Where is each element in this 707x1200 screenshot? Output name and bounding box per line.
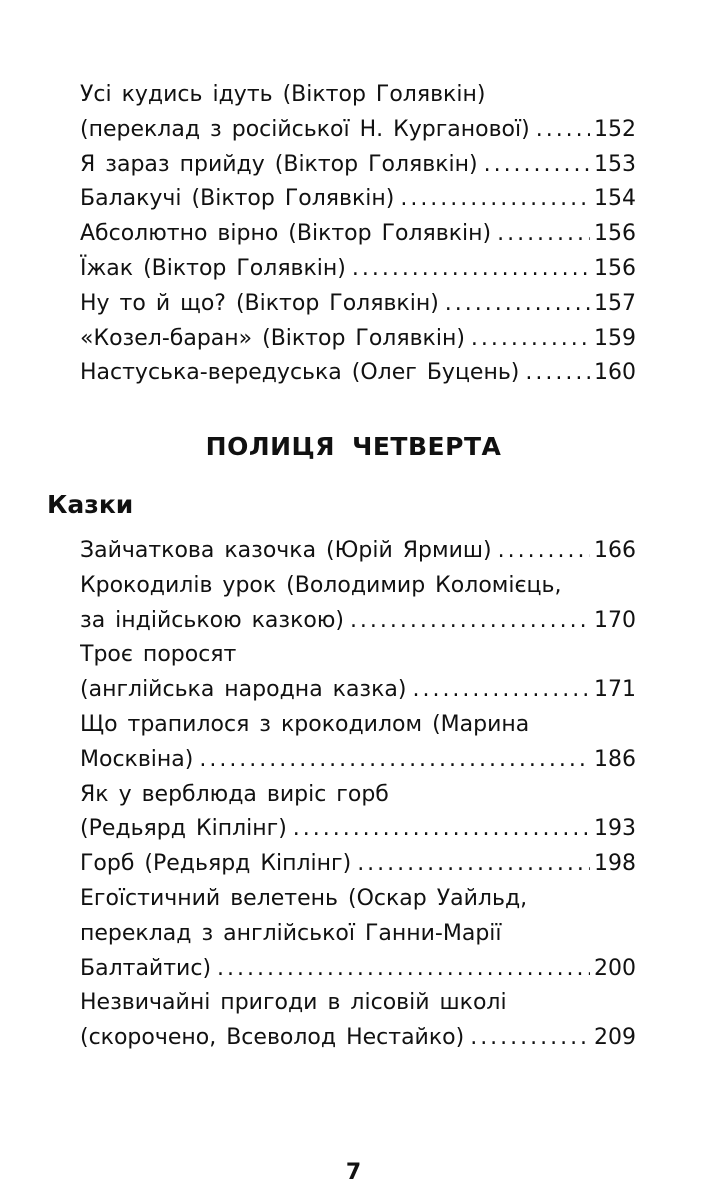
toc-entry-text: (скорочено, Всеволод Нестайко) xyxy=(80,1025,465,1051)
toc-entry-text: Троє поросят xyxy=(80,642,237,668)
toc-line xyxy=(80,847,636,882)
toc-entry-text: (переклад з російської Н. Курганової) xyxy=(80,116,530,142)
toc-leader-dots xyxy=(470,1021,590,1056)
toc-line xyxy=(80,113,636,148)
toc-entry-text: Москвіна) xyxy=(80,746,194,772)
toc-entry-text: Настуська-вередуська (Олег Буцень) xyxy=(80,360,520,386)
toc-line xyxy=(80,569,636,604)
toc-leader-dots xyxy=(525,356,590,391)
toc-line xyxy=(80,148,636,183)
toc-page-number: 159 xyxy=(594,325,636,351)
toc-leader-dots xyxy=(400,182,590,217)
toc-entry-text: Горб (Редьярд Кіплінг) xyxy=(80,851,352,877)
toc-entry-text: Балтайтис) xyxy=(80,955,212,981)
toc-line xyxy=(80,673,636,708)
toc-line xyxy=(80,252,636,287)
toc-page-number: 200 xyxy=(594,955,636,981)
toc-page-number: 152 xyxy=(594,116,636,142)
toc-entry-text: Що трапилося з крокодилом (Марина xyxy=(80,711,530,737)
toc-page-number: 193 xyxy=(594,816,636,842)
toc-entry-text: переклад з англійської Ганни-Марії xyxy=(80,920,502,946)
toc-line xyxy=(80,638,636,673)
toc-leader-dots xyxy=(412,673,590,708)
toc-leader-dots xyxy=(498,534,590,569)
toc-entry-text: Егоїстичний велетень (Оскар Уайльд, xyxy=(80,885,528,911)
toc-line xyxy=(80,986,636,1021)
toc-line xyxy=(80,743,636,778)
toc-line xyxy=(80,1021,636,1056)
toc-leader-dots xyxy=(536,113,590,148)
toc-lower-list xyxy=(80,534,636,1056)
toc-leader-dots xyxy=(350,604,590,639)
toc-line xyxy=(80,182,636,217)
toc-entry-text: Їжак (Віктор Голявкін) xyxy=(80,255,346,281)
toc-leader-dots xyxy=(352,252,590,287)
toc-entry-text: Як у верблюда виріс горб xyxy=(80,781,389,807)
toc-line xyxy=(80,812,636,847)
toc-line xyxy=(80,778,636,813)
toc-leader-dots xyxy=(357,847,590,882)
toc-page-number: 153 xyxy=(594,151,636,177)
toc-leader-dots xyxy=(484,148,590,183)
toc-line xyxy=(80,917,636,952)
toc-page-number: 156 xyxy=(594,255,636,281)
toc-entry-text: Абсолютно вірно (Віктор Голявкін) xyxy=(80,221,492,247)
toc-page-number: 160 xyxy=(594,360,636,386)
section-heading: Казки xyxy=(47,490,134,519)
toc-page-number: 166 xyxy=(594,538,636,563)
toc-line xyxy=(80,322,636,357)
toc-leader-dots xyxy=(471,322,590,357)
toc-line xyxy=(80,287,636,322)
toc-page-number: 156 xyxy=(594,221,636,247)
toc-leader-dots xyxy=(497,217,590,252)
toc-entry-text: (англійська народна казка) xyxy=(80,677,407,703)
toc-page-number: 154 xyxy=(594,186,636,212)
toc-entry-text: Незвичайні пригоди в лісовій школі xyxy=(80,990,507,1016)
toc-line xyxy=(80,534,636,569)
toc-leader-dots xyxy=(217,952,590,987)
toc-entry-text: «Козел-баран» (Віктор Голявкін) xyxy=(80,325,465,351)
toc-page-number: 170 xyxy=(594,607,636,633)
toc-entry-text: Усі кудись ідуть (Віктор Голявкін) xyxy=(80,82,486,107)
toc-line xyxy=(80,356,636,391)
toc-page-number: 171 xyxy=(594,677,636,703)
toc-entry-text: Крокодилів урок (Володимир Коломієць, xyxy=(80,572,562,598)
toc-entry-text: Ну то й що? (Віктор Голявкін) xyxy=(80,290,439,316)
toc-page-number: 198 xyxy=(594,851,636,877)
toc-page-number: 209 xyxy=(594,1025,636,1051)
toc-entry-text: (Редьярд Кіплінг) xyxy=(80,816,287,842)
page-number: 7 xyxy=(345,1160,362,1185)
toc-line xyxy=(80,217,636,252)
toc-leader-dots xyxy=(199,743,590,778)
toc-entry-text: Зайчаткова казочка (Юрій Ярмиш) xyxy=(80,538,492,563)
toc-line xyxy=(80,882,636,917)
toc-leader-dots xyxy=(445,287,590,322)
toc-line xyxy=(80,952,636,987)
toc-leader-dots xyxy=(293,812,590,847)
toc-upper-list xyxy=(80,78,636,391)
toc-line xyxy=(80,78,636,113)
shelf-heading: ПОЛИЦЯ ЧЕТВЕРТА xyxy=(205,432,502,461)
toc-page-number: 186 xyxy=(594,746,636,772)
toc-page-number: 157 xyxy=(594,290,636,316)
toc-entry-text: Балакучі (Віктор Голявкін) xyxy=(80,186,395,212)
toc-line xyxy=(80,708,636,743)
toc-line xyxy=(80,604,636,639)
toc-entry-text: Я зараз прийду (Віктор Голявкін) xyxy=(80,151,478,177)
toc-entry-text: за індійською казкою) xyxy=(80,607,344,633)
